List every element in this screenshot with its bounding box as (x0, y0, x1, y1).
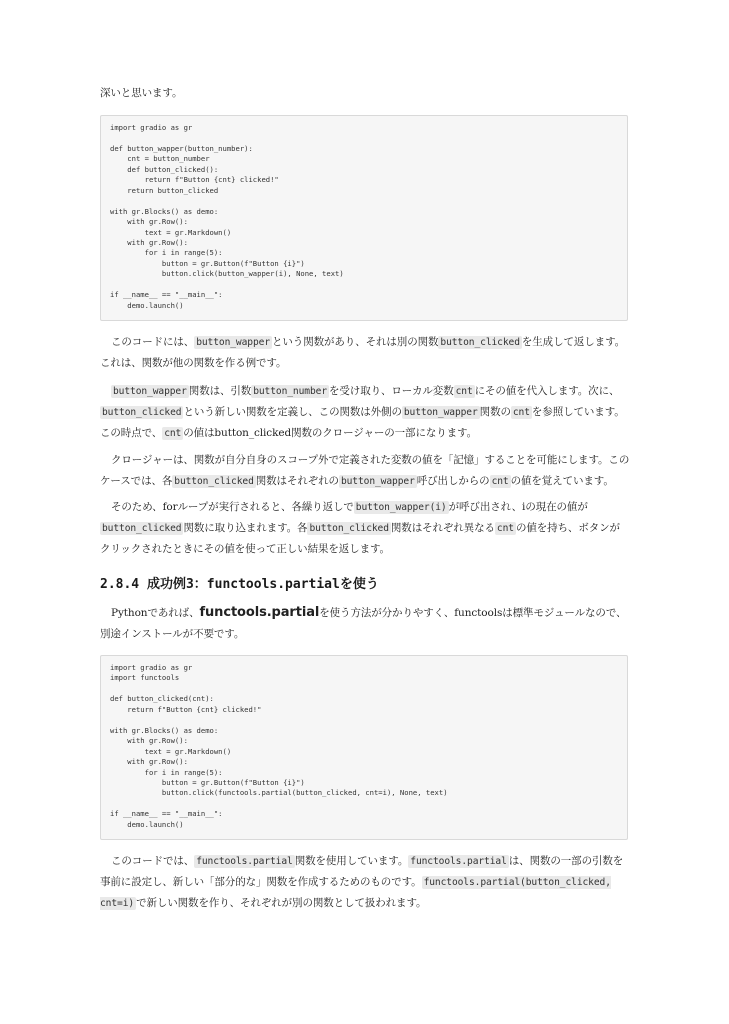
inline-code: button_number (253, 386, 327, 397)
inline-code: functools.partial(button_clicked, cnt=i) (100, 877, 611, 909)
code-block-partial (100, 655, 628, 840)
inline-code: button_clicked (102, 523, 182, 534)
intro-paragraph: 深いと思います。 (100, 87, 183, 99)
paragraph-partial-explain: このコードでは、 functools.partial 関数を使用しています。 functools.partial は、関数の一部の引数を事前に設定し、新しい「部分的な」関数を作成するためのものです。 functools.partial(button_clicked, cnt=i) で新しい関数を作り、それぞれが別の関数として扱われます。 (100, 855, 624, 909)
inline-code: button_wapper (403, 407, 478, 418)
inline-code: button_clicked (174, 476, 254, 487)
code-block-closure (100, 115, 628, 321)
inline-code: button_wapper (196, 337, 270, 348)
inline-code: functools.partial (410, 856, 507, 867)
inline-code: button_clicked (102, 407, 182, 418)
inline-code: button_clicked (309, 523, 389, 534)
paragraph-closure-loop: そのため、forループが実行されると、各繰り返しで button_wapper(i) が呼び出され、iの現在の値がbutton_clicked 関数に取り込まれます。各 button_clicked 関数はそれぞれ異なる cnt の値を持ち、ボタンがクリックされたときにその値を使って正しい結果を返します。 (100, 501, 620, 555)
inline-code: cnt (496, 523, 514, 534)
paragraph-closure-intro: このコードには、 button_wapper という関数があり、それは別の関数 button_clicked を生成して返します。これは、関数が他の関数を作る例です。 (100, 336, 626, 369)
inline-code: cnt (491, 476, 509, 487)
inline-code: cnt (512, 407, 530, 418)
paragraph-closure-detail: button_wapper 関数は、引数 button_number を受け取り、ローカル変数 cnt にその値を代入します。次に、button_clicked という新しい関数を定義し、この関数は外側の button_wapper 関数の cnt を参照しています。この時点で、 cnt の値はbutton_clicked関数のクロージャーの一部になります。 (100, 385, 625, 439)
inline-code: button_wapper (113, 386, 187, 397)
inline-code: cnt (455, 386, 473, 397)
paragraph-partial-intro: Pythonであれば、functools.partialを使う方法が分かりやすく、functoolsは標準モジュールなので、別途インストールが不要です。 (100, 605, 627, 640)
emphasized-code: functools.partial (199, 605, 320, 620)
inline-code: functools.partial (196, 856, 293, 867)
inline-code: cnt (164, 428, 182, 439)
code-text: import gradio as gr def button_wapper(button_number): cnt = button_number def button_clicked(): return f"Button {cnt} clicked!" return button_clicked with gr.Blocks() as demo: with gr.Row(): text = gr.Markdown() with gr.Row(): for i in range(5): button = gr.Button(f"Button {i}") button.click(button_wapper(i), None, text) if __name__ == "__main__": demo.launch() (110, 123, 344, 310)
paragraph-closure-memory: クロージャーは、関数が自分自身のスコープ外で定義された変数の値を「記憶」することを可能にします。このケースでは、各 button_clicked 関数はそれぞれの button_wapper 呼び出しからの cnt の値を覚えています。 (100, 454, 630, 487)
inline-code: button_wapper(i) (355, 502, 447, 513)
inline-code: button_clicked (440, 337, 520, 348)
code-text: import gradio as gr import functools def button_clicked(cnt): return f"Button {cnt} clicked!" with gr.Blocks() as demo: with gr.Row(): text = gr.Markdown() with gr.Row(): for i in range(5): button = gr.Button(f"Button {i}") button.click(functools.partial(button_clicked, cnt=i), None, text) if __name__ == "__main__": demo.launch() (110, 663, 448, 829)
inline-code: button_wapper (340, 476, 415, 487)
section-heading: 2.8.4 成功例3：functools.partialを使う (100, 577, 379, 592)
